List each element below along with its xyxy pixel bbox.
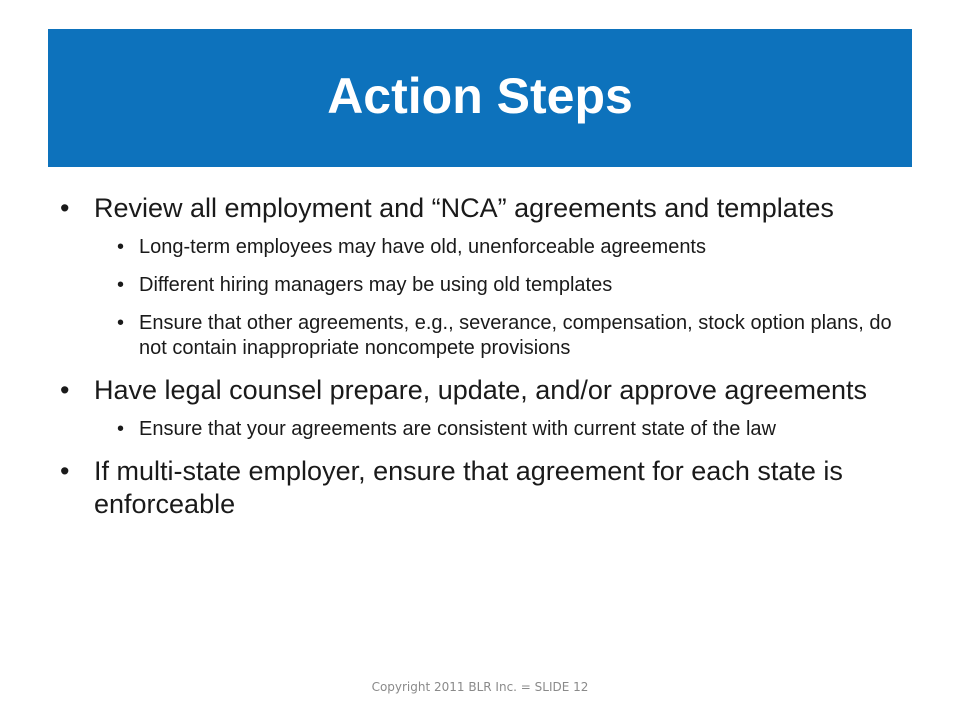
bullet-icon: • bbox=[60, 193, 70, 223]
bullet-icon: • bbox=[60, 456, 70, 486]
sub-bullet-list bbox=[117, 235, 910, 361]
bullet-text: Have legal counsel prepare, update, and/or approve agreements bbox=[94, 375, 868, 405]
bullet-content bbox=[60, 192, 910, 527]
sub-bullet-item bbox=[117, 417, 910, 442]
bullet-text: If multi-state employer, ensure that agreement for each state is enforceable bbox=[94, 456, 843, 519]
sub-bullet-item bbox=[117, 273, 910, 298]
slide-title: Action Steps bbox=[327, 68, 633, 124]
sub-bullet-item bbox=[117, 235, 910, 260]
sub-bullet-text: Long-term employees may have old, unenforceable agreements bbox=[139, 236, 706, 258]
sub-bullet-text: Ensure that your agreements are consistent with current state of the law bbox=[139, 418, 776, 440]
bullet-icon: • bbox=[60, 375, 70, 405]
sub-bullet-list bbox=[117, 417, 910, 442]
bullet-item bbox=[60, 455, 910, 521]
sub-bullet-text: Different hiring managers may be using old templates bbox=[139, 274, 613, 296]
sub-bullet-item bbox=[117, 311, 910, 361]
bullet-item bbox=[60, 192, 910, 225]
bullet-icon: • bbox=[117, 312, 125, 334]
sub-bullet-text: Ensure that other agreements, e.g., severance, compensation, stock option plans, do not contain inappropriate noncompete provisions bbox=[139, 312, 892, 359]
slide-footer: Copyright 2011 BLR Inc. = SLIDE 12 bbox=[371, 680, 589, 694]
bullet-item bbox=[60, 374, 910, 407]
bullet-icon: • bbox=[117, 274, 125, 296]
bullet-icon: • bbox=[117, 418, 125, 440]
title-bar bbox=[48, 29, 912, 167]
bullet-icon: • bbox=[117, 236, 125, 258]
bullet-text: Review all employment and “NCA” agreements and templates bbox=[94, 193, 834, 223]
